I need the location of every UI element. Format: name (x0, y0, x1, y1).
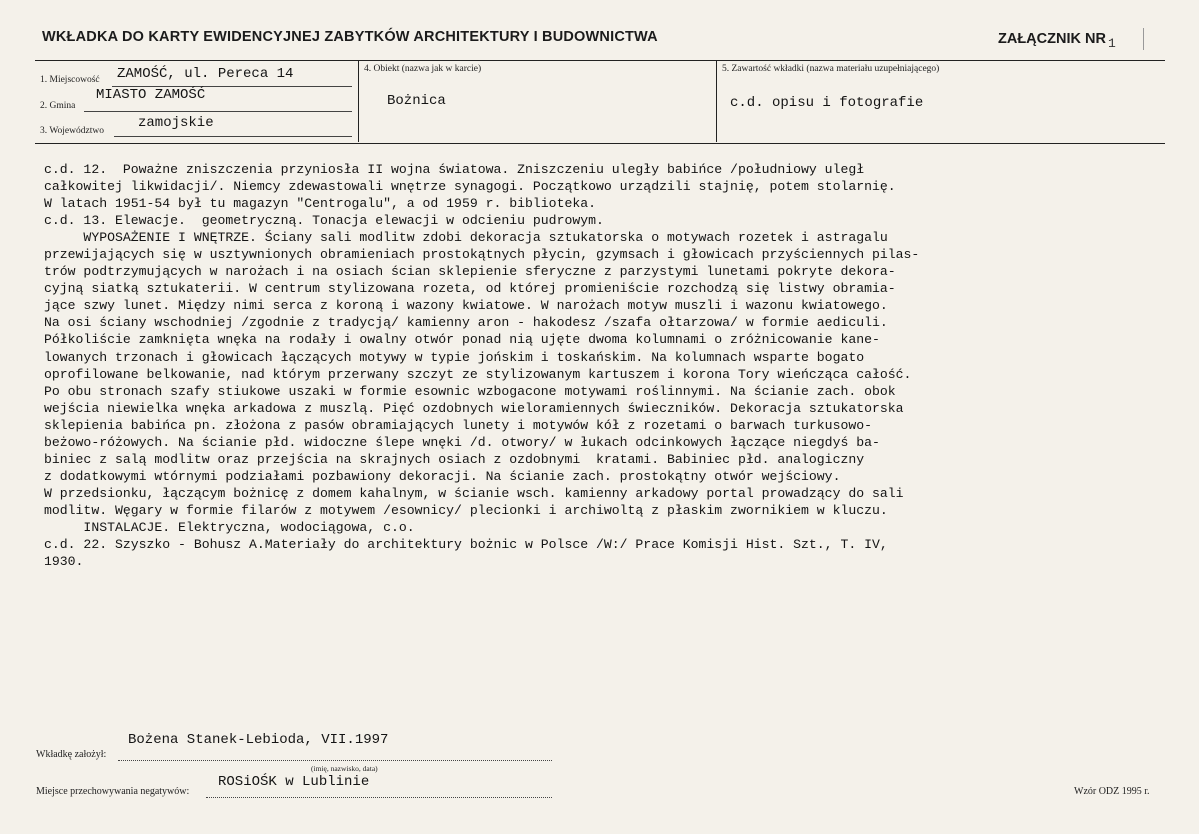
miejscowosc-value: ZAMOŚĆ, ul. Pereca 14 (117, 66, 294, 82)
body-line: Po obu stronach szafy stiukowe uszaki w formie esownic wzbogacone motywami roślinnymi. Na ścianie zach. obok (44, 383, 896, 399)
gmina-value: MIASTO ZAMOŚĆ (96, 87, 206, 103)
obiekt-value: Bożnica (387, 93, 446, 109)
body-line: wejścia niewielka wnęka arkadowa z muszlą. Pięć ozdobnych wieloramiennych świeczników. Dekoracja sztukatorska (44, 400, 904, 416)
body-line: cyjną siatką sztukaterii. W centrum stylizowana rozeta, od której promieniście rozchodzą się listwy obramia- (44, 281, 896, 297)
annex-label-group (998, 31, 1116, 51)
body-line: WYPOSAŻENIE I WNĘTRZE. Ściany sali modlitw zdobi dekoracja sztukatorska o motywach rozetek i astragalu (44, 230, 888, 246)
wojewodztwo-label: 3. Województwo (40, 126, 104, 136)
body-line: c.d. 22. Szyszko - Bohusz A.Materiały do architektury bożnic w Polsce /W:/ Prace Komisji Hist. Szt., T. IV, (44, 537, 888, 553)
body-line: lowanych trzonach i głowicach łączących motywy w typie jońskim i toskańskim. Na kolumnach wsparte bogato (44, 349, 865, 365)
body-line: beżowo-różowych. Na ścianie płd. widoczne ślepe wnęki /d. otwory/ w łukach odcinkowych łączące niegdyś ba- (44, 434, 880, 450)
body-line: modlitw. Węgary w formie filarów z motywem /esownicy/ plecionki i archiwoltą z płaskim zwornikiem w kluczu. (44, 502, 888, 518)
wojewodztwo-underline (114, 136, 352, 137)
grid-divider-2 (716, 60, 717, 142)
body-line: biniec z salą modlitw oraz przejścia na skrajnych osiach z ozdobnymi kratami. Babiniec płd. analogiczny (44, 451, 865, 467)
body-line: c.d. 12. Poważne zniszczenia przyniosła II wojna światowa. Zniszczeniu uległy babińce /południowy uległ (44, 162, 865, 177)
author-dotted-line (118, 760, 552, 761)
author-hint: (imię, nazwisko, data) (311, 764, 378, 773)
gmina-label: 2. Gmina (40, 101, 76, 111)
author-value: Bożena Stanek-Lebioda, VII.1997 (128, 732, 389, 748)
body-line: z dodatkowymi wtórnymi podziałami pozbawiony dekoracji. Na ścianie zach. prostokątny otwór wejściowy. (44, 468, 841, 484)
negatives-dotted-line (206, 797, 552, 798)
body-line: W latach 1951-54 był tu magazyn "Centrogalu", a od 1959 r. biblioteka. (44, 196, 596, 212)
zawartosc-label: 5. Zawartość wkładki (nazwa materiału uzupełniającego) (722, 64, 940, 74)
zawartosc-value: c.d. opisu i fotografie (730, 95, 924, 111)
body-line: INSTALACJE. Elektryczna, wodociągowa, c.o. (44, 519, 415, 535)
negatives-value: ROSiOŚK w Lublinie (218, 774, 370, 790)
form-code: Wzór ODZ 1995 r. (1074, 786, 1150, 797)
gmina-underline (84, 111, 352, 112)
obiekt-label: 4. Obiekt (nazwa jak w karcie) (364, 64, 482, 74)
body-line: W przedsionku, łączącym bożnicę z domem kahalnym, w ścianie wsch. kamienny arkadowy portal prowadzący do sali (44, 485, 904, 501)
body-line: sklepienia babińca pn. złożona z pasów obramiających lunety i motywów kół z rozetami o barwach turkusowo- (44, 417, 872, 433)
annex-number: 1 (1107, 36, 1116, 51)
annex-divider (1143, 28, 1144, 50)
body-line: Półkoliście zamknięta wnęka na rodały i owalny otwór ponad nią ujęte dwoma kolumnami o zróżnicowanie kane- (44, 332, 880, 348)
annex-label: ZAŁĄCZNIK NR (998, 31, 1106, 47)
body-line: c.d. 13. Elewacje. geometryczną. Tonacja elewacji w odcieniu pudrowym. (44, 213, 604, 229)
body-line: oprofilowane belkowanie, nad którym przerwany szczyt ze stylizowanym kartuszem i korona Tory wieńcząca całość. (44, 366, 912, 382)
body-line: 1930. (44, 554, 84, 570)
body-line: całkowitej likwidacji/. Niemcy zdewastowali wnętrze synagogi. Początkowo urządzili stajnię, potem stolarnię. (44, 179, 896, 195)
form-title: WKŁADKA DO KARTY EWIDENCYJNEJ ZABYTKÓW ARCHITEKTURY I BUDOWNICTWA (42, 29, 658, 45)
author-label: Wkładkę założył: (36, 749, 107, 760)
negatives-label: Miejsce przechowywania negatywów: (36, 786, 190, 797)
miejscowosc-label: 1. Miejscowość (40, 75, 100, 85)
body-line: trów podtrzymujących w narożach i na osiach ścian sklepienie sferyczne z parzystymi lunetami pokryte dekora- (44, 264, 896, 280)
description-body (44, 161, 919, 570)
body-line: Na osi ściany wschodniej /zgodnie z tradycją/ kamienny aron - hakodesz /szafa ołtarzowa/ w formie aediculi. (44, 315, 888, 331)
wojewodztwo-value: zamojskie (138, 115, 214, 131)
body-line: przewijających się w usztywnionych obramieniach prostokątnych płycin, gzymsach i głowicach przyściennych pilas- (44, 247, 920, 263)
grid-divider-1 (358, 60, 359, 142)
body-line: jące szwy lunet. Między nimi serca z koroną i wazony kwiatowe. W narożach motyw muszli i wazonu kwiatowego. (44, 298, 888, 314)
